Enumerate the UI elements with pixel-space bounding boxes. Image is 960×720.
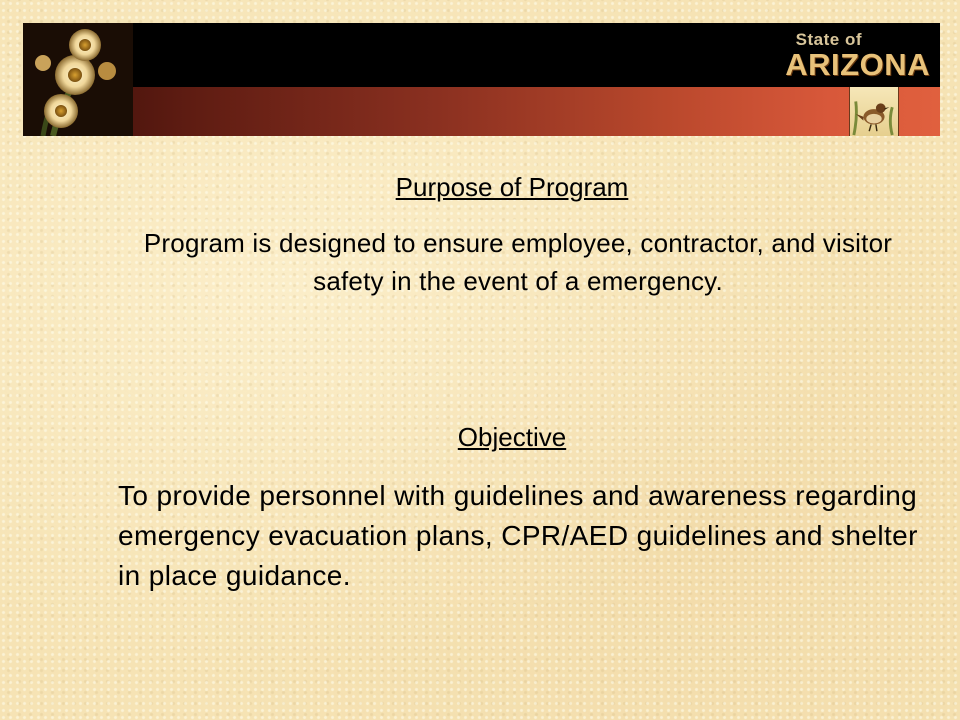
purpose-heading: Purpose of Program [395,172,629,202]
state-of-arizona-logo [785,31,930,80]
purpose-text: Program is designed to ensure employee, contractor, and visitor safety in the event of a emergency. [143,228,893,296]
header-banner [23,23,940,136]
cactus-wren-icon [849,87,899,136]
banner-gradient-strip [23,87,940,136]
saguaro-blossom-icon [23,23,133,136]
objective-text: To provide personnel with guidelines and awareness regarding emergency evacuation plans, CPR/AED guidelines and shelter in place guidance. [118,480,918,591]
logo-state-of-text: State of [795,30,862,49]
logo-arizona-text: ARIZONA [785,47,930,82]
objective-heading: Objective [457,422,567,452]
